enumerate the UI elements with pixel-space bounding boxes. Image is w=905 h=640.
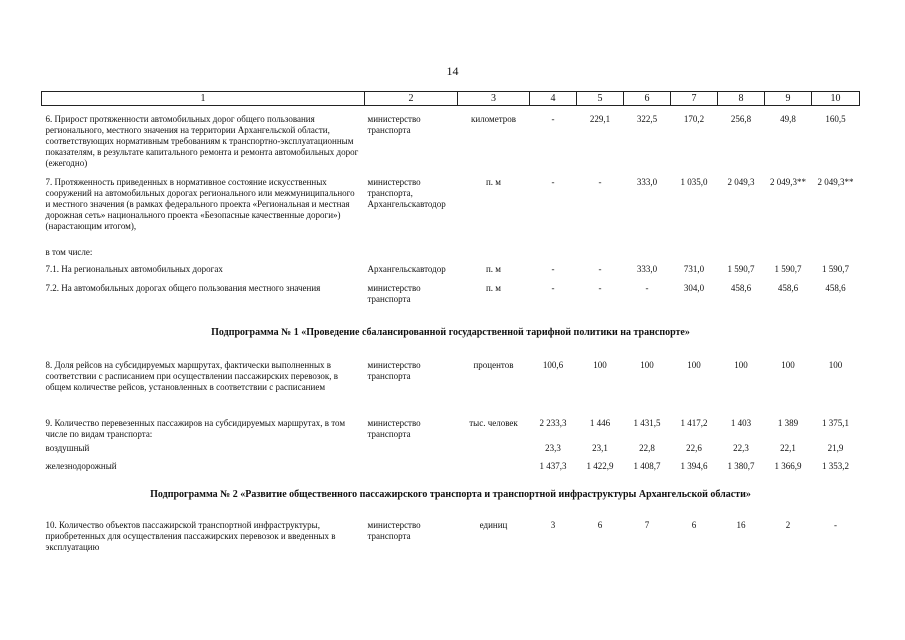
value-cell: 1 394,6 — [680, 461, 708, 471]
indicator-name-cell: 10. Количество объектов пассажирской транспортной инфраструктуры, приобретенных для осуществления пассажирских перевозок и введенных в эксплуатацию — [45, 520, 336, 552]
value-cell: 1 380,7 — [727, 461, 755, 471]
column-header: 1 — [42, 92, 365, 106]
unit-cell — [458, 237, 530, 259]
value-cell: 1 590,7 — [727, 264, 755, 274]
value-cell: 2 049,3** — [770, 177, 806, 187]
value-cell: 49,8 — [780, 114, 796, 124]
value-cell — [718, 237, 765, 259]
value-cell: 1 422,9 — [586, 461, 614, 471]
value-cell: 458,6 — [825, 283, 846, 293]
value-cell: 256,8 — [730, 114, 752, 124]
column-header: 3 — [458, 92, 530, 106]
value-cell: 1 446 — [589, 418, 611, 428]
value-cell: 100 — [781, 360, 795, 370]
indicator-name-cell: 7. Протяженность приведенных в нормативное состояние искусственных сооружений на автомобильных дорогах регионального или межмуниципального и местного значения (в рамках федерального проекта «Региональная и местная дорожная сеть» национального проекта «Безопасные качественные дороги») (нарастающим итогом), — [45, 177, 355, 231]
value-cell: 100 — [828, 360, 843, 370]
value-cell: 1 590,7 — [774, 264, 802, 274]
value-cell: 23,1 — [592, 443, 608, 453]
value-cell: - — [551, 114, 555, 124]
value-cell: 458,6 — [777, 283, 799, 293]
value-cell: 21,9 — [827, 443, 844, 453]
value-cell: 1 353,2 — [822, 461, 849, 471]
executor-cell: министерство транспорта — [367, 283, 421, 304]
value-cell: 1 408,7 — [633, 461, 661, 471]
unit-cell — [458, 440, 530, 458]
value-cell: 1 590,7 — [822, 264, 849, 274]
page-number: 14 — [446, 64, 459, 78]
value-cell: 100,6 — [542, 360, 564, 370]
column-header: 5 — [577, 92, 624, 106]
unit-cell: километров — [471, 114, 516, 124]
indicator-name-cell: 8. Доля рейсов на субсидируемых маршрутах, фактически выполненных в соответствии с расписанием при осуществлении пассажирских перевозок, в общем количестве рейсов, установленных в соответствии с расписанием — [45, 360, 339, 392]
executor-cell — [365, 458, 458, 477]
value-cell: 6 — [691, 520, 697, 530]
value-cell: 333,0 — [636, 264, 658, 274]
subprogram-title: Подпрограмма № 2 «Развитие общественного пассажирского транспорта и транспортной инфраструктуры Архангельской области» — [150, 488, 751, 500]
value-cell: 23,3 — [545, 443, 561, 453]
value-cell: 1 403 — [730, 418, 752, 428]
indicator-name-cell: 9. Количество перевезенных пассажиров на субсидируемых маршрутах, в том числе по видам транспорта: — [45, 418, 346, 439]
column-header: 6 — [624, 92, 671, 106]
value-cell: 1 366,9 — [774, 461, 802, 471]
unit-cell: п. м — [485, 177, 501, 187]
value-cell — [765, 237, 812, 259]
value-cell: 100 — [593, 360, 607, 370]
subprogram-heading-row — [42, 312, 860, 352]
unit-cell: процентов — [473, 360, 514, 370]
value-cell: 3 — [550, 520, 556, 530]
value-cell: 6 — [597, 520, 603, 530]
table-body — [42, 106, 860, 558]
value-cell: - — [598, 283, 602, 293]
value-cell: 170,2 — [683, 114, 705, 124]
value-cell: 7 — [644, 520, 650, 530]
value-cell — [671, 237, 718, 259]
unit-cell — [458, 458, 530, 477]
executor-cell: министерство транспорта — [367, 114, 421, 135]
value-cell: 1 035,0 — [680, 177, 708, 187]
value-cell: 731,0 — [683, 264, 705, 274]
subprogram-title: Подпрограмма № 1 «Проведение сбалансированной государственной тарифной политики на транспорте» — [211, 326, 690, 338]
value-cell — [530, 237, 577, 259]
executor-cell: министерство транспорта, Архангельскавтодор — [367, 177, 446, 209]
value-cell: 229,1 — [589, 114, 611, 124]
subprogram-heading-row — [42, 477, 860, 511]
unit-cell: тыс. человек — [469, 418, 518, 428]
unit-cell: п. м — [485, 283, 501, 293]
column-header: 8 — [718, 92, 765, 106]
value-cell: 458,6 — [730, 283, 752, 293]
value-cell: 100 — [687, 360, 701, 370]
value-cell: 2 — [785, 520, 791, 530]
table-row — [42, 440, 860, 458]
table-row — [42, 278, 860, 312]
value-cell: 22,6 — [686, 443, 702, 453]
value-cell: 2 233,3 — [539, 418, 567, 428]
value-cell: - — [551, 264, 555, 274]
unit-cell: п. м — [485, 264, 501, 274]
value-cell: 1 375,1 — [822, 418, 849, 428]
value-cell: 22,1 — [780, 443, 796, 453]
executor-cell: министерство транспорта — [367, 418, 421, 439]
table-row — [42, 237, 860, 259]
value-cell: 1 389 — [777, 418, 799, 428]
value-cell: - — [645, 283, 649, 293]
value-cell: 1 431,5 — [633, 418, 661, 428]
indicator-name-cell: 7.1. На региональных автомобильных дорогах — [45, 264, 223, 274]
table-row — [42, 106, 860, 170]
value-cell: 16 — [736, 520, 746, 530]
column-number-header — [42, 92, 860, 106]
value-cell: - — [551, 177, 555, 187]
value-cell: - — [834, 520, 837, 530]
indicator-name-cell: в том числе: — [45, 247, 93, 257]
executor-cell: министерство транспорта — [367, 520, 421, 541]
value-cell: 100 — [734, 360, 748, 370]
executor-cell — [365, 237, 458, 259]
indicator-name-cell: 7.2. На автомобильных дорогах общего пользования местного значения — [45, 283, 321, 293]
table-row — [42, 169, 860, 237]
column-header: 2 — [365, 92, 458, 106]
value-cell: 2 049,3 — [727, 177, 755, 187]
indicator-name-cell: 6. Прирост протяженности автомобильных дорог общего пользования регионального, местного значения на территории Архангельской области, соответствующих нормативным требованиям к транспортно-эксплуатационным показателям, в результате капитального ремонта и ремонта автомобильных дорог (ежегодно) — [45, 114, 359, 168]
value-cell: 22,8 — [639, 443, 655, 453]
indicator-name-cell: воздушный — [45, 443, 90, 453]
value-cell: 1 437,3 — [539, 461, 567, 471]
value-cell — [624, 237, 671, 259]
unit-cell: единиц — [479, 520, 508, 530]
executor-cell: министерство транспорта — [367, 360, 421, 381]
column-header: 4 — [530, 92, 577, 106]
value-cell — [812, 237, 860, 259]
table-row — [42, 259, 860, 278]
value-cell: - — [598, 264, 602, 274]
table-row — [42, 352, 860, 410]
value-cell: 160,5 — [825, 114, 846, 124]
value-cell: - — [551, 283, 555, 293]
executor-cell — [365, 440, 458, 458]
value-cell: 100 — [640, 360, 654, 370]
table-row — [42, 410, 860, 440]
executor-cell: Архангельскавтодор — [367, 264, 446, 274]
value-cell: 333,0 — [636, 177, 658, 187]
value-cell: - — [598, 177, 602, 187]
value-cell: 2 049,3** — [817, 177, 854, 187]
value-cell: 304,0 — [683, 283, 705, 293]
column-header: 7 — [671, 92, 718, 106]
value-cell — [577, 237, 624, 259]
table-row — [42, 511, 860, 557]
value-cell: 22,3 — [733, 443, 749, 453]
value-cell: 322,5 — [636, 114, 658, 124]
indicators-table — [41, 91, 860, 557]
indicator-name-cell: железнодорожный — [45, 461, 117, 471]
column-header: 9 — [765, 92, 812, 106]
table-row — [42, 458, 860, 477]
column-header: 10 — [812, 92, 860, 106]
value-cell: 1 417,2 — [680, 418, 708, 428]
